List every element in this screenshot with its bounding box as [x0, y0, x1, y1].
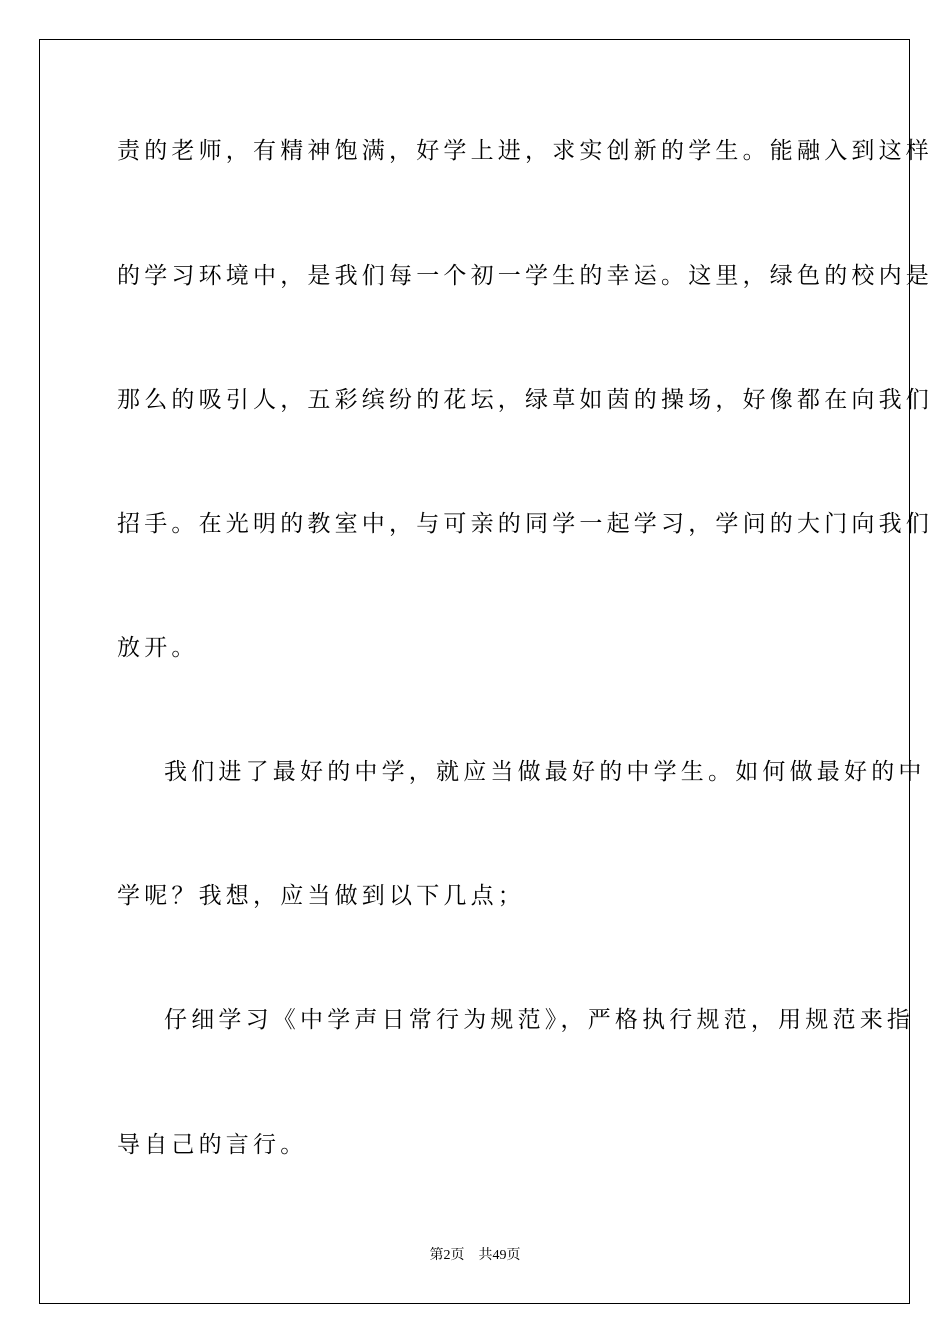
text-line-6: 我们进了最好的中学，就应当做最好的中学生。如何做最好的中: [164, 759, 926, 785]
page-border: [39, 39, 910, 1304]
page-footer: [0, 1246, 950, 1266]
text-line-2: 的学习环境中，是我们每一个初一学生的幸运。这里，绿色的校内是: [117, 263, 933, 289]
text-line-7: 学呢？我想，应当做到以下几点；: [117, 883, 525, 909]
text-line-4: 招手。在光明的教室中，与可亲的同学一起学习，学问的大门向我们: [117, 511, 933, 537]
text-line-1: 责的老师，有精神饱满，好学上进，求实创新的学生。能融入到这样: [117, 138, 933, 164]
page-number: 第2页: [429, 1248, 465, 1263]
text-line-9: 导自己的言行。: [117, 1132, 308, 1158]
text-line-5: 放开。: [117, 635, 199, 661]
text-line-8: 仔细学习《中学声日常行为规范》，严格执行规范，用规范来指: [164, 1007, 915, 1033]
page-total: 共49页: [478, 1248, 521, 1263]
text-line-3: 那么的吸引人，五彩缤纷的花坛，绿草如茵的操场，好像都在向我们: [117, 387, 933, 413]
